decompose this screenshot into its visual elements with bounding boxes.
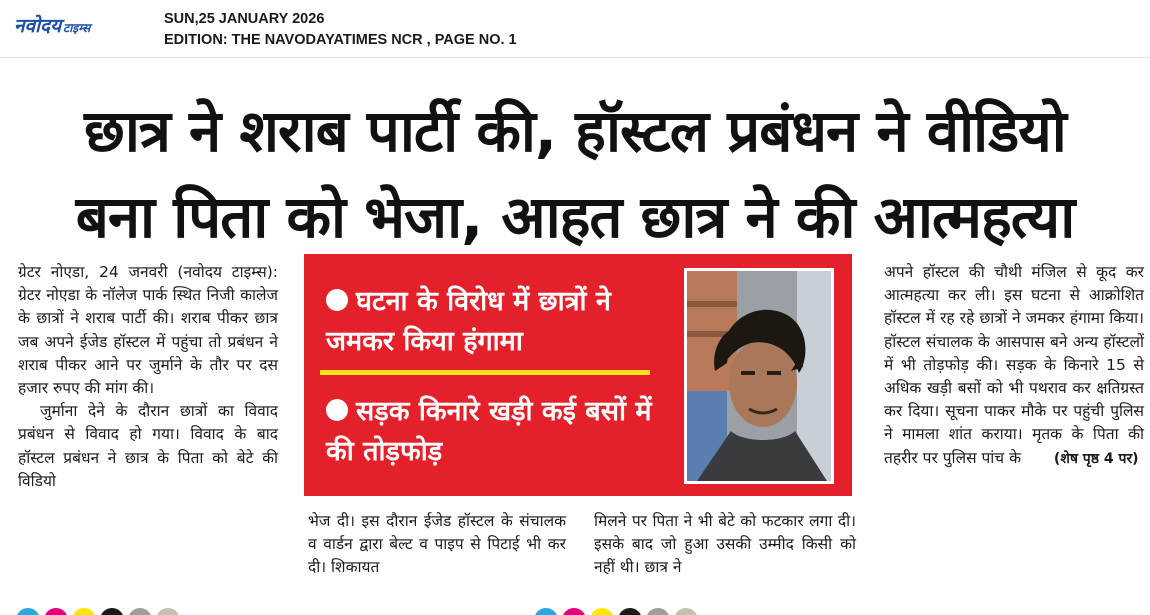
left-paragraph-2: जुर्माना देने के दौरान छात्रों का विवाद प्रबंधन से विवाद हो गया। विवाद के बाद हॉस्टल प्रबंधन ने छात्र के पिता को बेटे की विडियो [18,402,278,490]
highlight-box [304,254,852,496]
registration-marks [0,606,1150,615]
article-column-left [18,261,278,493]
highlight-point-1-text: घटना के विरोध में छात्रों ने जमकर किया हंगामा [326,286,611,357]
article-column-middle-1: भेज दी। इस दौरान ईजेड हॉस्टल के संचालक व वार्डन द्वारा बेल्ट व पाइप से पिटाई भी कर दी। शिकायत [308,512,566,577]
top-bar [0,0,1150,58]
highlight-point-2 [326,392,676,472]
newspaper-logo[interactable] [14,12,91,37]
headline [8,88,1142,260]
logo-sub-text: टाइम्स [63,21,91,35]
article-column-middle-2: मिलने पर पिता ने भी बेटे को फटकार लगा दी। इसके बाद जो हुआ उसकी उम्मीद किसी को नहीं थी। छात्र ने [594,512,856,577]
headline-line-1: छात्र ने शराब पार्टी की, हॉस्टल प्रबंधन ने वीडियो [84,97,1066,165]
student-photo [684,268,834,484]
highlight-point-2-text: सड़क किनारे खड़ी कई बसों में की तोड़फोड़ [326,396,652,467]
portrait-image [687,271,831,481]
edition-line: EDITION: THE NAVODAYATIMES NCR , PAGE NO. 1 [164,32,517,48]
left-paragraph-1: ग्रेटर नोएडा, 24 जनवरी (नवोदय टाइम्स): ग्रेटर नोएडा के नॉलेज पार्क स्थित निजी कालेज के छात्रों ने शराब पार्टी की। शराब पीकर छात्र जब अपने ईजेड हॉस्टल में पहुंचा तो प्रबंधन ने शराब पीकर आने पर जुर्माने के तौर पर दस हजार रुपए की मांग की। [18,263,278,398]
logo-main-text: नवोदय [14,15,62,37]
date-line: SUN,25 JANUARY 2026 [164,11,325,27]
continued-note[interactable]: (शेष पृष्ठ 4 पर) [1053,450,1139,467]
bullet-dot-icon [326,289,348,311]
highlight-divider [320,370,650,375]
highlight-point-1 [326,282,676,362]
headline-line-2: बना पिता को भेजा, आहत छात्र ने की आत्महत्या [75,183,1075,251]
bullet-dot-icon [326,399,348,421]
article-column-right [884,261,1144,471]
right-paragraph: अपने हॉस्टल की चौथी मंजिल से कूद कर आत्महत्या कर ली। इस घटना से आक्रोशित हॉस्टल में रह रहे छात्रों ने जमकर हंगामा किया। हॉस्टल संचालक के आसपास बने अन्य हॉस्टलों में भी तोड़फोड़ की। सड़क के किनारे 15 से अधिक खड़ी बसों को भी पथराव कर क्षतिग्रस्त कर दिया। सूचना पाकर मौके पर पहुंची पुलिस ने मामला शांत कराया। मृतक के पिता की तहरीर पर पुलिस पांच के [884,263,1144,467]
newspaper-page [0,58,1150,615]
edition-info [164,9,517,51]
